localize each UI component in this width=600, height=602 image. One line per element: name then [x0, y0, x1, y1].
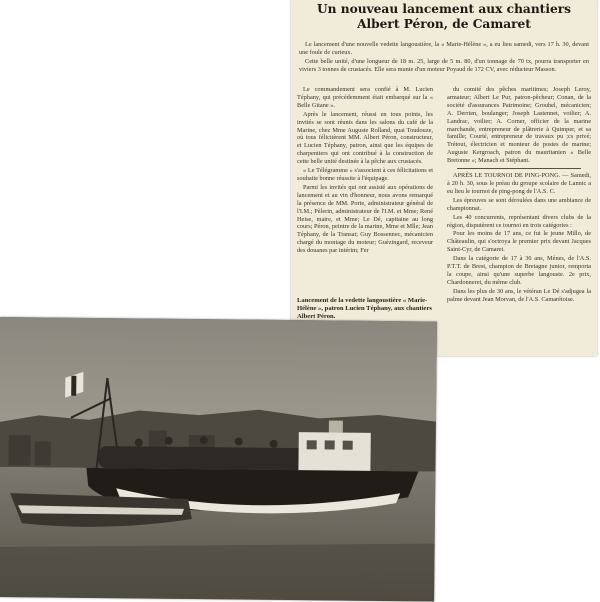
- article-paragraph: Parmi les invités qui ont assisté aux opérations de lancement et au vin d'honneur, nous avons remarqué la présence de MM. Porte, administrateur général de l'I.M.; Pèlerin, administrateur de l'I.M. et Mme; René Heise, maire, et Mme; Le Dé, capitaine au long cours; Péron, peintre de la marine, Mme et Mlle; Jean Téphany, de la Transat; Guy Bossennec, mécanicien chargé du montage du moteur; Guézingard, receveur des douanes par intérim; Fer: [297, 183, 433, 255]
- photo-caption: Lancement de la vedette langoustière « Marie-Hélène », patron Lucien Téphany, aux chantiers Albert Péron.: [297, 297, 432, 321]
- photo-illustration: [0, 317, 437, 602]
- article-right-column: [447, 86, 591, 305]
- lead-paragraph: Cette belle unité, d'une longueur de 18 m. 25, large de 5 m. 80, d'un tonnage de 70 tx, pourra transporter en viviers 3 tonnes de crustacés. Elle sera munie d'un moteur Poyaud de 172 CV, avec réducteur Masson.: [299, 57, 589, 73]
- boat-launch-photo: [0, 317, 437, 602]
- article-paragraph: du comité des pêches maritimes; Joseph Leroy, armateur; Albert Le Pur, patron-pêcheur; Conan, de la société d'assurances Patrimoine; Grouhel, mécanicien; A. Derrien, boulanger; Joseph Lastennet, voilier; A. Landrac, voilier; A. Corner, officier de la marine marchande, entrepreneur de plâtrerie à Quimper, et sa famille; Courté, entrepreneur de travaux pu ;cs privé; Trétout, électricien et monteur de postes de marine; Auguste Kergroach, patron du mauritanien « Belle Bretonne »; Manach et Stéphant.: [447, 86, 591, 165]
- headline-line-1: Un nouveau lancement aux chantiers: [317, 2, 571, 16]
- article-lead: [299, 41, 589, 75]
- lead-paragraph: Le lancement d'une nouvelle vedette langoustière, la « Marie-Hélène », a eu lieu samedi, vers 17 h. 30, devant une foule de curieux.: [299, 41, 589, 56]
- article-headline: [297, 2, 591, 32]
- tournoi-paragraph: Dans les plus de 30 ans, le vétéran Le Dé s'adjugea la palme devant Jean Morvan, de l'A.S. Camarétoise.: [447, 287, 591, 303]
- tournoi-paragraph: APRÈS LE TOURNOI DE PING-PONG. — Samedi, à 20 h. 30, sous le préau du groupe scolaire de Lannic a eu lieu le tournoi de ping-pong de l'A.S. C.: [447, 172, 591, 195]
- article-paragraph: « Le Télégramme » s'associent à ces félicitations et souhaite bonne réussite à l'équipage.: [297, 167, 433, 182]
- tournoi-paragraph: Les épreuves se sont déroulées dans une ambiance de championnat.: [447, 196, 591, 212]
- section-divider: [457, 168, 581, 169]
- tournoi-paragraph: Les 40 concurrents, représentant divers clubs de la région, disputèrent ce tournoi en trois catégories :: [447, 213, 591, 229]
- article-left-column: [297, 86, 433, 256]
- tournoi-paragraph: Pour les moins de 17 ans, ce fut le jeune Millo, de Châteaulin, qui s'octroya le premier prix devant Jacques Saint-Cyr, de Camaret.: [447, 230, 591, 254]
- headline-line-2: Albert Péron, de Camaret: [357, 17, 531, 31]
- article-paragraph: Le commandement sera confié à M. Lucien Téphany, qui précédemment était embarqué sur la « Belle Gitane ».: [297, 86, 433, 109]
- newspaper-text-clipping: [291, 0, 597, 356]
- water-reflection: [0, 539, 435, 602]
- article-paragraph: Après le lancement, réussi en tous points, les invités se sont réunis dans les salons du café de la Marine, chez Mme Auguste Rolland, quai Toudouze, où tous félicitèrent MM. Albert Péron, constructeur, et Lucien Téphany, patron, ainsi que les équipes de charpentiers qui ont contribué à la construction de cette belle unité destinée à la pêche aux crustacés.: [297, 110, 433, 166]
- tournoi-paragraph: Dans la catégorie de 17 à 30 ans, Ménes, de l'A.S. P.T.T. de Brest, champion de Bretagne junior, remporta la coupe, ainsi qu'une superbe langouste. 2e prix, Chardonneret, du même club.: [447, 255, 591, 286]
